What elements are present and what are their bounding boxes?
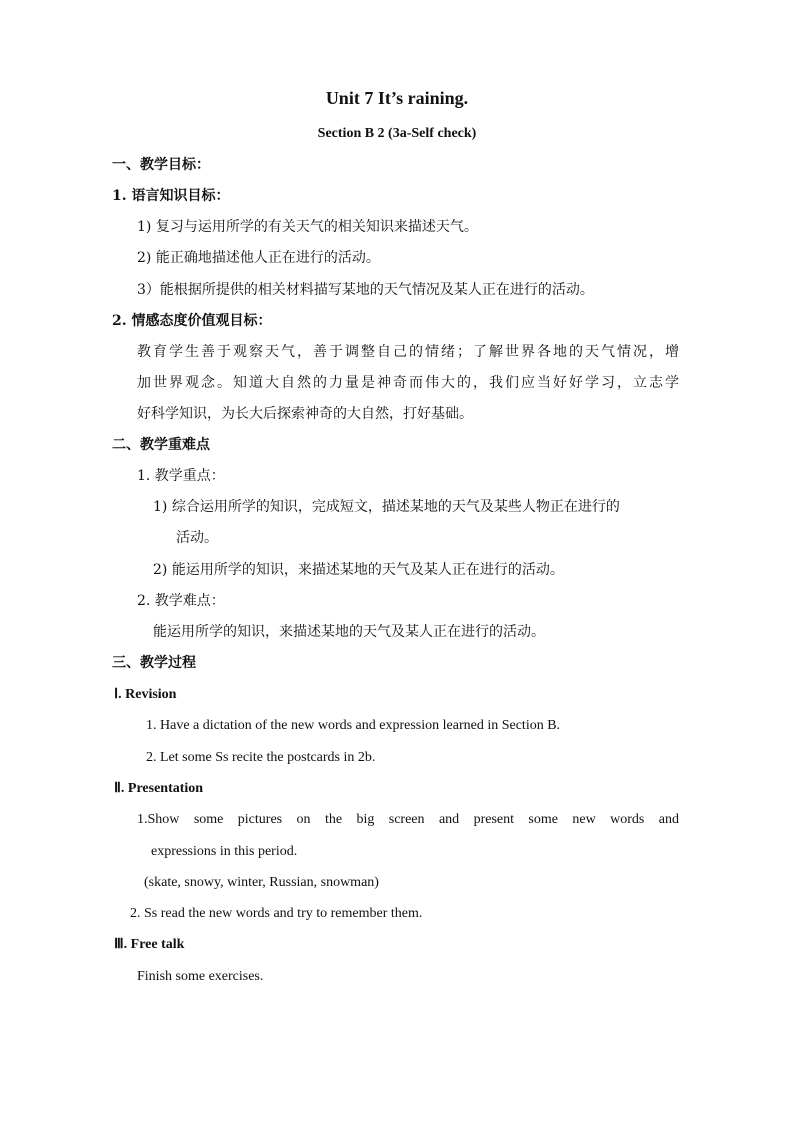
list-item: 2) 能运用所学的知识，来描述某地的天气及某人正在进行的活动。 <box>153 562 564 578</box>
section-heading-key-points: 二、教学重难点 <box>112 437 210 453</box>
subsection-heading-language: 1. 语言知识目标： <box>112 188 230 204</box>
list-item: 2. Ss read the new words and try to remember them. <box>130 906 423 921</box>
paragraph-line: 好科学知识，为长大后探索神奇的大自然，打好基础。 <box>137 406 473 422</box>
list-item: 3）能根据所提供的相关材料描写某地的天气情况及某人正在进行的活动。 <box>137 282 594 298</box>
document-subtitle: Section B 2 (3a-Self check) <box>317 126 477 141</box>
subsection-heading-key: 1. 教学重点： <box>137 468 225 484</box>
list-item: 1.Show some pictures on the big screen and present some new words and <box>137 812 679 827</box>
paragraph-line: 教育学生善于观察天气，善于调整自己的情绪；了解世界各地的天气情况，增 <box>137 344 679 360</box>
document-title: Unit 7 It’s raining. <box>325 88 469 108</box>
section-heading-objectives: 一、教学目标： <box>112 157 210 173</box>
vocabulary-list: (skate, snowy, winter, Russian, snowman) <box>144 875 379 890</box>
paragraph-line: Finish some exercises. <box>137 969 264 984</box>
section-heading-process: 三、教学过程 <box>112 655 196 671</box>
list-item: 1. Have a dictation of the new words and expression learned in Section B. <box>146 718 561 733</box>
subsection-heading-difficult: 2. 教学难点： <box>137 593 225 609</box>
list-item-continuation: 活动。 <box>176 530 218 546</box>
step-heading-free-talk: Ⅲ. Free talk <box>114 937 185 952</box>
list-item: 2. Let some Ss recite the postcards in 2b. <box>146 750 376 765</box>
step-heading-presentation: Ⅱ. Presentation <box>114 781 204 796</box>
step-heading-revision: Ⅰ. Revision <box>114 687 177 702</box>
paragraph-line: 能运用所学的知识，来描述某地的天气及某人正在进行的活动。 <box>153 624 545 640</box>
paragraph-line: 加世界观念。知道大自然的力量是神奇而伟大的，我们应当好好学习，立志学 <box>137 375 679 391</box>
list-item-continuation: expressions in this period. <box>151 844 298 859</box>
list-item: 1) 复习与运用所学的有关天气的相关知识来描述天气。 <box>137 219 478 235</box>
subsection-heading-attitude: 2. 情感态度价值观目标： <box>112 313 272 329</box>
list-item: 2) 能正确地描述他人正在进行的活动。 <box>137 250 380 266</box>
list-item: 1) 综合运用所学的知识，完成短文，描述某地的天气及某些人物正在进行的 <box>153 499 620 515</box>
